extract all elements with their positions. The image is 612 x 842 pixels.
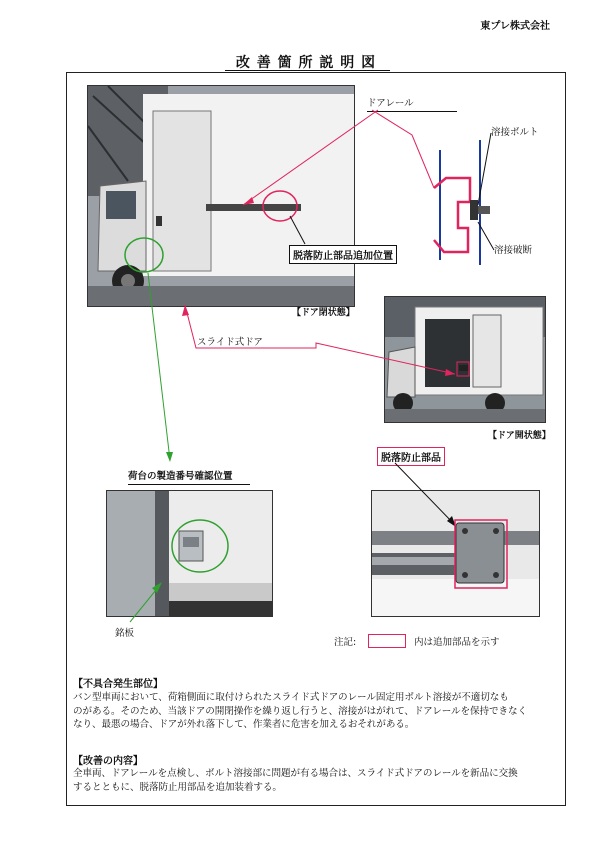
company-name: 東プレ株式会社 [480,21,550,32]
label-weld-bolt: 溶接ボルト [491,127,539,138]
defect-line: のがある。そのため、当該ドアの開閉操作を繰り返し行うと、溶接がはがれて、ドアレールを保持できなく [73,705,527,717]
label-weld-break: 溶接破断 [494,245,533,256]
caption-door-open: 【ドア開状態】 [488,431,551,441]
caption-door-closed: 【ドア閉状態】 [292,308,355,318]
label-slide-door: スライド式ドア [197,337,263,348]
improvement-line: 全車両、ドアレールを点検し、ボルト溶接部に問題が有る場合は、スライド式ドアのレールを新品に交換 [73,768,518,779]
page-title: 改 善 箇 所 説 明 図 [235,55,377,71]
improvement-text [73,767,553,794]
improvement-line: するとともに、脱落防止用部品を追加装着する。 [73,781,282,793]
improvement-heading: 【改善の内容】 [73,756,143,767]
note-prefix: 注記: [334,637,357,648]
defect-line: バン型車両において、荷箱側面に取付けられたスライド式ドアのレール固定用ボルト溶接が不適切なも [73,692,509,703]
label-fall-prevention-part: 脱落防止部品 [377,447,445,466]
label-door-rail: ドアレール [367,98,414,109]
label-nameplate: 銘板 [115,628,135,639]
defect-text [73,691,553,732]
note-suffix: 内は追加部品を示す [414,637,500,648]
defect-heading: 【不具合発生部位】 [73,679,163,690]
label-fall-prevention-position: 脱落防止部品追加位置 [289,245,397,264]
defect-line: なり、最悪の場合、ドアが外れ落下して、作業者に危害を加えるおそれがある。 [73,719,415,730]
label-serial-check-position: 荷台の製造番号確認位置 [128,471,233,482]
